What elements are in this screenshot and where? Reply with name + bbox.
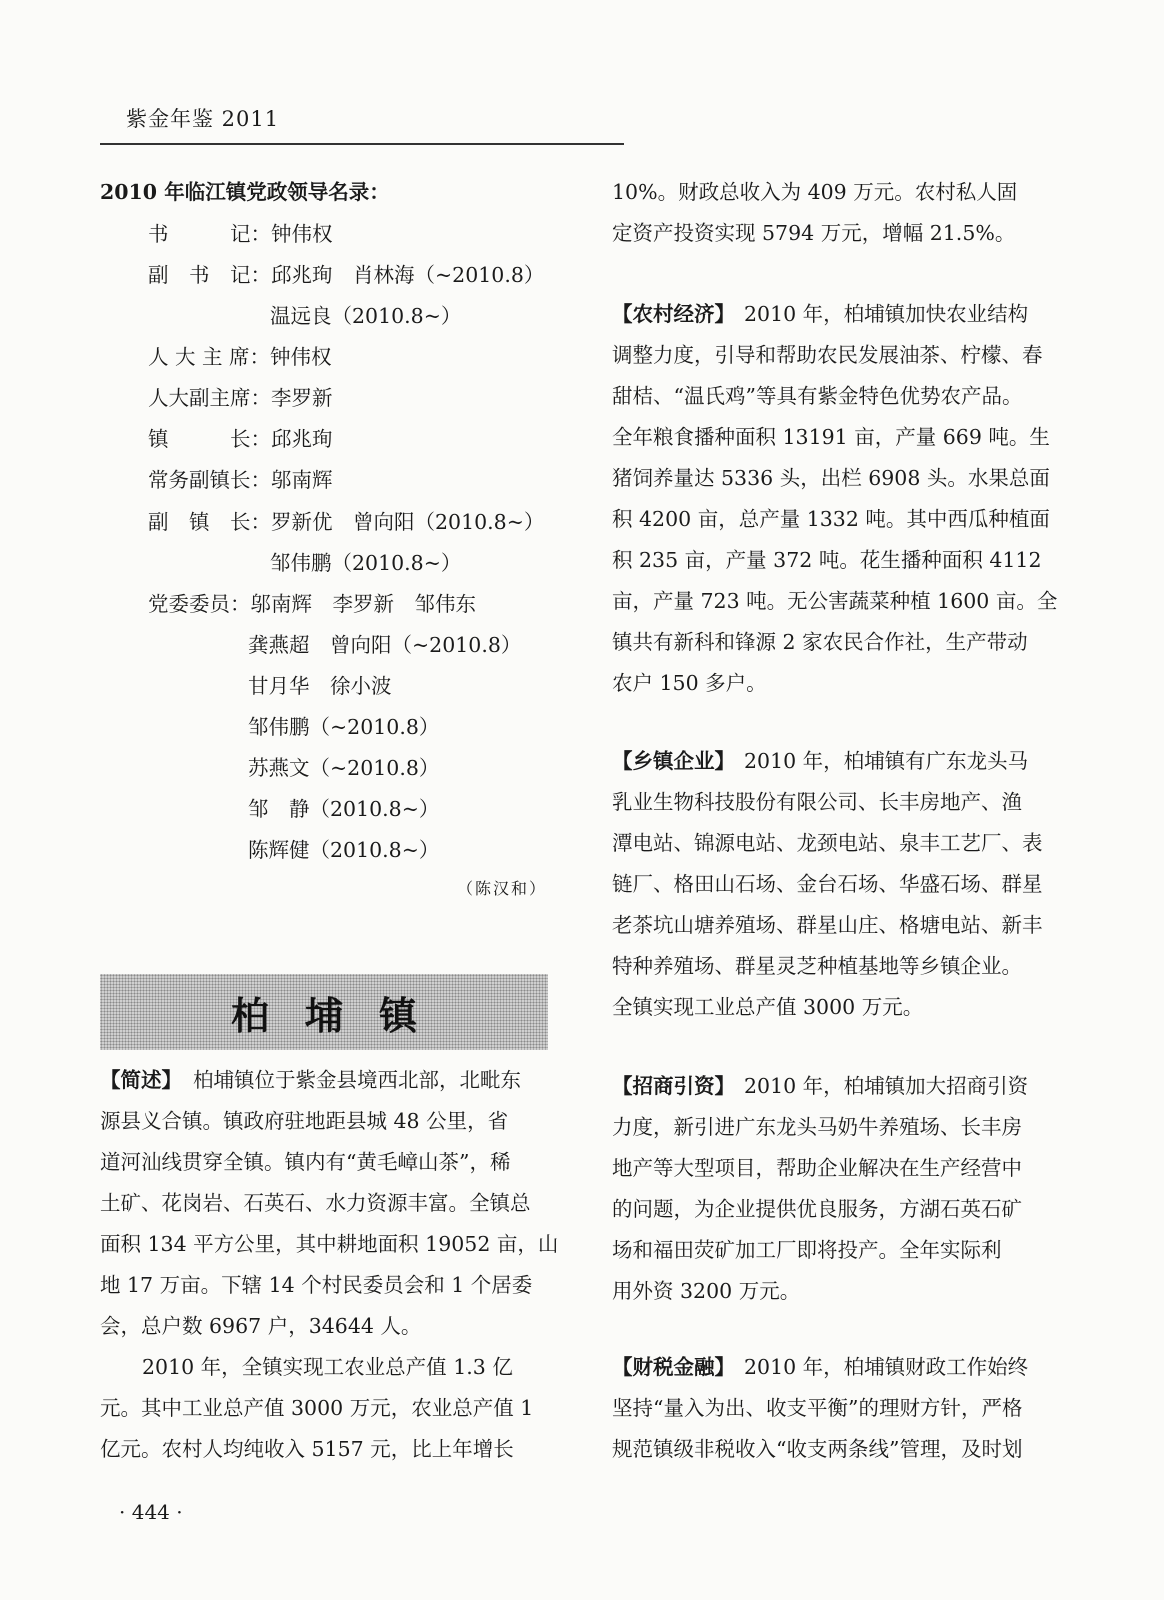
text-line: 柏埔镇位于紫金县境西北部，北毗东 xyxy=(193,1068,521,1092)
leader-line: 人 大 主 席：钟伟权 xyxy=(148,345,332,369)
leader-line: 苏燕文（~2010.8） xyxy=(248,756,440,780)
text-line: 10%。财政总收入为 409 万元。农村私人固 xyxy=(612,180,1018,204)
text-line: 亩，产量 723 吨。无公害蔬菜种植 1600 亩。全 xyxy=(612,589,1058,613)
text-line: 坚持“量入为出、收支平衡”的理财方针，严格 xyxy=(612,1396,1023,1420)
overview-paragraph xyxy=(100,1063,182,1093)
text-line: 规范镇级非税收入“收支两条线”管理，及时划 xyxy=(612,1437,1023,1461)
leader-line: 邹伟鹏（~2010.8） xyxy=(248,715,440,739)
text-line: 的问题，为企业提供优良服务，方湖石英石矿 xyxy=(612,1197,1022,1221)
enterprise-paragraph xyxy=(612,744,735,774)
text-line: 地产等大型项目，帮助企业解决在生产经营中 xyxy=(612,1156,1022,1180)
text-line: 亿元。农村人均纯收入 5157 元，比上年增长 xyxy=(100,1437,514,1461)
text-line: 农户 150 多户。 xyxy=(612,671,767,695)
page-number: · 444 · xyxy=(119,1500,183,1524)
text-line: 积 235 亩，产量 372 吨。花生播种面积 4112 xyxy=(612,548,1042,572)
header-rule xyxy=(100,143,624,145)
section-tag: 【招商引资】 xyxy=(612,1074,735,1098)
leader-line: 龚燕超 曾向阳（~2010.8） xyxy=(248,633,522,657)
text-line: 定资产投资实现 5794 万元，增幅 21.5%。 xyxy=(612,221,1016,245)
leader-line: 邹伟鹏（2010.8~） xyxy=(270,551,462,575)
leader-line: 邹 静（2010.8~） xyxy=(248,797,440,821)
leaders-heading: 2010 年临江镇党政领导名录： xyxy=(100,180,390,204)
section-tag: 【简述】 xyxy=(100,1068,182,1092)
text-line: 2010 年，柏埔镇加大招商引资 xyxy=(744,1074,1029,1098)
leader-line: 人大副主席：李罗新 xyxy=(148,386,333,410)
text-line: 特种养殖场、群星灵芝种植基地等乡镇企业。 xyxy=(612,954,1022,978)
text-line: 土矿、花岗岩、石英石、水力资源丰富。全镇总 xyxy=(100,1191,531,1215)
agriculture-paragraph xyxy=(612,297,735,327)
text-line: 全镇实现工业总产值 3000 万元。 xyxy=(612,995,924,1019)
text-line: 2010 年，柏埔镇加快农业结构 xyxy=(744,302,1029,326)
author-credit: （陈汉和） xyxy=(456,879,547,898)
text-line: 地 17 万亩。下辖 14 个村民委员会和 1 个居委 xyxy=(100,1273,533,1297)
leader-line: 副 书 记：邱兆珣 肖林海（~2010.8） xyxy=(148,263,545,287)
text-line: 源县义合镇。镇政府驻地距县城 48 公里，省 xyxy=(100,1109,509,1133)
leader-line: 温远良（2010.8~） xyxy=(270,304,462,328)
leader-line: 常务副镇长：邬南辉 xyxy=(148,468,333,492)
text-line: 2010 年，全镇实现工农业总产值 1.3 亿 xyxy=(142,1355,513,1379)
text-line: 面积 134 平方公里，其中耕地面积 19052 亩，山 xyxy=(100,1232,559,1256)
text-line: 链厂、格田山石场、金台石场、华盛石场、群星 xyxy=(612,872,1043,896)
leader-line: 副 镇 长：罗新优 曾向阳（2010.8~） xyxy=(148,510,545,534)
text-line: 镇共有新科和锋源 2 家农民合作社，生产带动 xyxy=(612,630,1028,654)
leader-line: 党委委员：邬南辉 李罗新 邹伟东 xyxy=(148,592,476,616)
finance-paragraph xyxy=(612,1350,735,1380)
text-line: 调整力度，引导和帮助农民发展油茶、柠檬、春 xyxy=(612,343,1043,367)
section-tag: 【乡镇企业】 xyxy=(612,749,735,773)
text-line: 用外资 3200 万元。 xyxy=(612,1279,801,1303)
text-line: 积 4200 亩，总产量 1332 吨。其中西瓜种植面 xyxy=(612,507,1050,531)
text-line: 元。其中工业总产值 3000 万元，农业总产值 1 xyxy=(100,1396,534,1420)
text-line: 甜桔、“温氏鸡”等具有紫金特色优势农产品。 xyxy=(612,384,1023,408)
section-tag: 【财税金融】 xyxy=(612,1355,735,1379)
text-line: 全年粮食播种面积 13191 亩，产量 669 吨。生 xyxy=(612,425,1050,449)
leader-line: 书 记：钟伟权 xyxy=(148,222,333,246)
text-line: 猪饲养量达 5336 头，出栏 6908 头。水果总面 xyxy=(612,466,1050,490)
text-line: 会，总户数 6967 户，34644 人。 xyxy=(100,1314,422,1338)
section-title: 柏埔镇 xyxy=(230,993,453,1038)
text-line: 乳业生物科技股份有限公司、长丰房地产、渔 xyxy=(612,790,1022,814)
section-tag: 【农村经济】 xyxy=(612,302,735,326)
text-line: 潭电站、锦源电站、龙颈电站、泉丰工艺厂、表 xyxy=(612,831,1043,855)
investment-paragraph xyxy=(612,1069,735,1099)
section-banner xyxy=(100,974,548,1050)
leader-line: 陈辉健（2010.8~） xyxy=(248,838,440,862)
text-line: 2010 年，柏埔镇有广东龙头马 xyxy=(744,749,1029,773)
running-header: 紫金年鉴 2011 xyxy=(126,107,280,131)
text-line: 老茶坑山塘养殖场、群星山庄、格塘电站、新丰 xyxy=(612,913,1043,937)
text-line: 力度，新引进广东龙头马奶牛养殖场、长丰房 xyxy=(612,1115,1022,1139)
leader-line: 镇 长：邱兆珣 xyxy=(148,427,333,451)
text-line: 场和福田荧矿加工厂即将投产。全年实际利 xyxy=(612,1238,1002,1262)
text-line: 道河汕线贯穿全镇。镇内有“黄毛嶂山茶”，稀 xyxy=(100,1150,511,1174)
text-line: 2010 年，柏埔镇财政工作始终 xyxy=(744,1355,1029,1379)
leader-line: 甘月华 徐小波 xyxy=(248,674,392,698)
